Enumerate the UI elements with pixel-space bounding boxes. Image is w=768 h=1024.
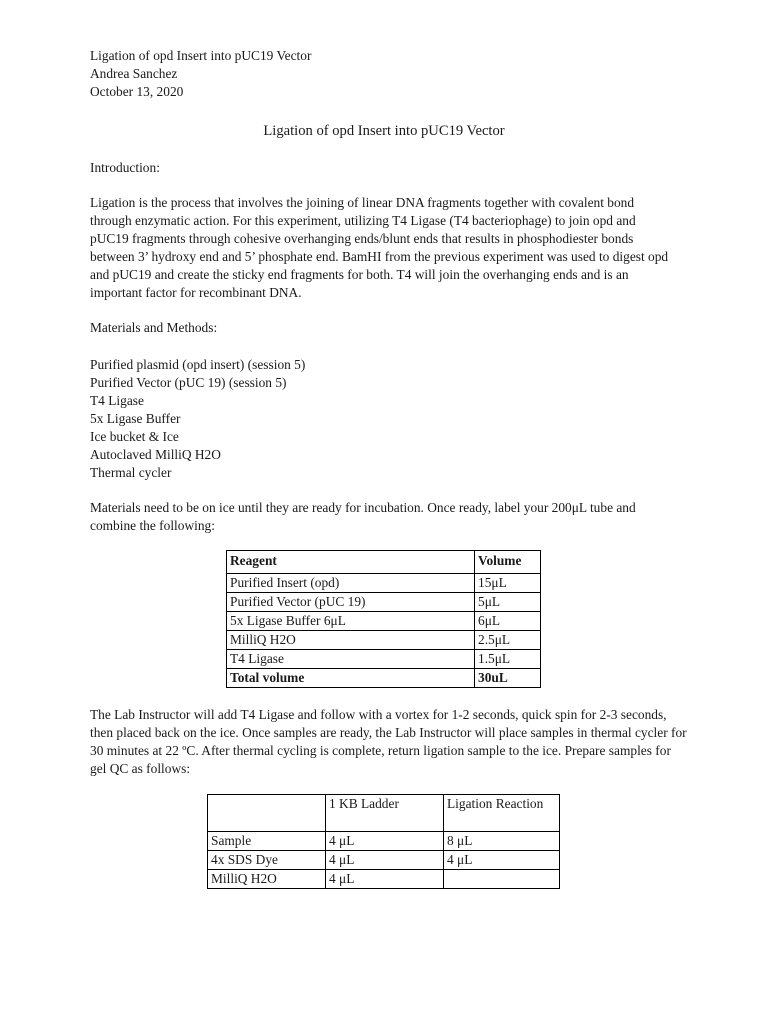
materials-list bbox=[90, 356, 690, 482]
table-row bbox=[208, 851, 560, 870]
page-title: Ligation of opd Insert into pUC19 Vector bbox=[263, 123, 505, 139]
prep-paragraph: Materials need to be on ice until they are ready for incubation. Once ready, label your 200μL tube and combine the following: bbox=[90, 500, 636, 533]
table-cell: T4 Ligase bbox=[227, 650, 475, 669]
table-header-row bbox=[208, 795, 560, 832]
table-cell: 2.5μL bbox=[475, 631, 541, 650]
table-cell: 4 μL bbox=[326, 870, 444, 889]
material-item: Thermal cycler bbox=[90, 465, 172, 480]
table-cell: 15μL bbox=[475, 574, 541, 593]
column-header: Reagent bbox=[227, 551, 475, 574]
material-item: Purified Vector (pUC 19) (session 5) bbox=[90, 375, 287, 390]
table-cell: 4x SDS Dye bbox=[208, 851, 326, 870]
gel-qc-table bbox=[207, 794, 560, 889]
table-header-row bbox=[227, 551, 541, 574]
table-row bbox=[208, 870, 560, 889]
table-cell: Purified Insert (opd) bbox=[227, 574, 475, 593]
table-row bbox=[227, 574, 541, 593]
column-header: Ligation Reaction bbox=[444, 795, 560, 832]
table-row bbox=[227, 612, 541, 631]
total-value: 30uL bbox=[475, 669, 541, 688]
table-cell: Purified Vector (pUC 19) bbox=[227, 593, 475, 612]
table-cell: 4 μL bbox=[326, 851, 444, 870]
table-cell: 4 μL bbox=[326, 832, 444, 851]
material-item: T4 Ligase bbox=[90, 393, 144, 408]
column-header bbox=[208, 795, 326, 832]
materials-methods-heading: Materials and Methods: bbox=[90, 320, 218, 335]
material-item: 5x Ligase Buffer bbox=[90, 411, 181, 426]
material-item: Ice bucket & Ice bbox=[90, 429, 179, 444]
reagent-table bbox=[226, 550, 541, 688]
table-row bbox=[227, 650, 541, 669]
document-header bbox=[90, 47, 311, 101]
table-cell: 5μL bbox=[475, 593, 541, 612]
table-cell: 1.5μL bbox=[475, 650, 541, 669]
header-title-line: Ligation of opd Insert into pUC19 Vector bbox=[90, 48, 312, 63]
column-header: 1 KB Ladder bbox=[326, 795, 444, 832]
column-header: Volume bbox=[475, 551, 541, 574]
material-item: Purified plasmid (opd insert) (session 5) bbox=[90, 357, 306, 372]
table-row bbox=[227, 631, 541, 650]
table-row bbox=[208, 832, 560, 851]
author-name: Andrea Sanchez bbox=[90, 66, 178, 81]
table-cell: 4 μL bbox=[444, 851, 560, 870]
table-cell: 6μL bbox=[475, 612, 541, 631]
table-cell: 5x Ligase Buffer 6μL bbox=[227, 612, 475, 631]
table-cell: MilliQ H2O bbox=[208, 870, 326, 889]
material-item: Autoclaved MilliQ H2O bbox=[90, 447, 221, 462]
total-label: Total volume bbox=[227, 669, 475, 688]
total-row bbox=[227, 669, 541, 688]
table-cell: MilliQ H2O bbox=[227, 631, 475, 650]
table-cell: Sample bbox=[208, 832, 326, 851]
post-ligation-paragraph: The Lab Instructor will add T4 Ligase and follow with a vortex for 1-2 seconds, quick spin for 2-3 seconds, then placed back on the ice. Once samples are ready, the Lab Instructor will place samples in thermal cycler for 30 minutes at 22 ºC. After thermal cycling is complete, return ligation sample to the ice. Prepare samples for gel QC as follows: bbox=[90, 707, 687, 776]
table-cell bbox=[444, 870, 560, 889]
table-cell: 8 μL bbox=[444, 832, 560, 851]
introduction-heading: Introduction: bbox=[90, 160, 160, 175]
document-date: October 13, 2020 bbox=[90, 84, 184, 99]
table-row bbox=[227, 593, 541, 612]
introduction-paragraph: Ligation is the process that involves the joining of linear DNA fragments together with covalent bond through enzymatic action. For this experiment, utilizing T4 Ligase (T4 bacteriophage) to join opd and pUC19 fragments through cohesive overhanging ends/blunt ends that results in phosphodiester bonds between 3’ hydroxy end and 5’ phosphate end. BamHI from the previous experiment was used to digest opd and pUC19 and create the sticky end fragments for both. T4 will join the overhanging ends and is an important factor for recombinant DNA. bbox=[90, 195, 669, 300]
